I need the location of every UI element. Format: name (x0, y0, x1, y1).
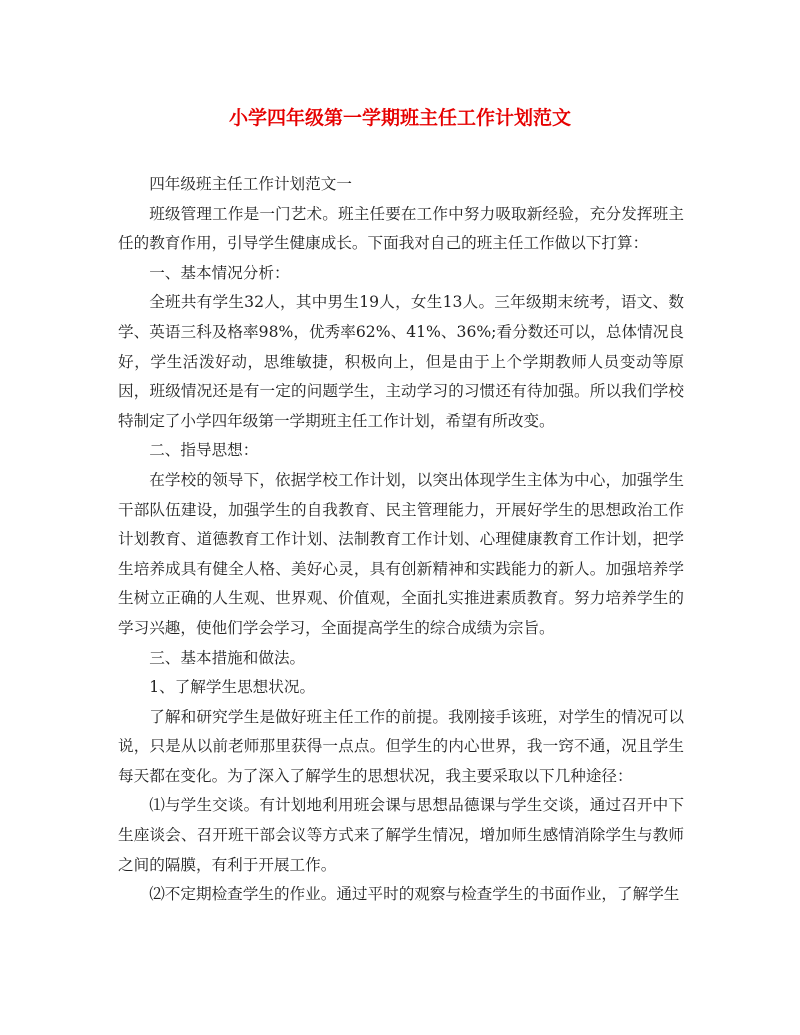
section-heading-basic-situation: 一、基本情况分析： (149, 263, 290, 282)
section-heading-guiding-thought: 二、指导思想： (149, 441, 259, 460)
section-heading-measures: 三、基本措施和做法。 (149, 648, 306, 667)
intro-paragraph: 班级管理工作是一门艺术。班主任要在工作中努力吸取新经验，充分发挥班主任的教育作用，引导学生健康成长。下面我对自己的班主任工作做以下打算： (118, 204, 684, 253)
document-title: 小学四年级第一学期班主任工作计划范文 (228, 107, 571, 129)
method-homework-paragraph: ⑵不定期检查学生的作业。通过平时的观察与检查学生的书面作业，了解学生 (149, 885, 680, 904)
subsection-heading-understand-students: 1、了解学生思想状况。 (149, 678, 316, 697)
guiding-thought-paragraph: 在学校的领导下，依据学校工作计划，以突出体现学生主体为中心，加强学生干部队伍建设，加强学生的自我教育、民主管理能力，开展好学生的思想政治工作计划教育、道德教育工作计划、法制教育工作计划、心理健康教育工作计划，把学生培养成具有健全人格、美好心灵，具有创新精神和实践能力的新人。加强培养学生树立正确的人生观、世界观、价值观，全面扎实推进素质教育。努力培养学生的学习兴趣，使他们学会学习，全面提高学生的综合成绩为宗旨。 (118, 470, 684, 637)
document-body (118, 170, 684, 910)
method-talk-paragraph: ⑴与学生交谈。有计划地利用班会课与思想品德课与学生交谈，通过召开中下生座谈会、召开班干部会议等方式来了解学生情况，增加师生感情消除学生与教师之间的隔膜，有利于开展工作。 (118, 796, 684, 874)
understand-students-paragraph: 了解和研究学生是做好班主任工作的前提。我刚接手该班，对学生的情况可以说，只是从以前老师那里获得一点点。但学生的内心世界，我一窍不通，况且学生每天都在变化。为了深入了解学生的思想状况，我主要采取以下几种途径： (118, 707, 684, 785)
basic-situation-paragraph: 全班共有学生32人，其中男生19人，女生13人。三年级期末统考，语文、数学、英语三科及格率98%，优秀率62%、41%、36%;看分数还可以，总体情况良好，学生活泼好动，思维敏捷，积极向上，但是由于上个学期教师人员变动等原因，班级情况还是有一定的问题学生，主动学习的习惯还有待加强。所以我们学校特制定了小学四年级第一学期班主任工作计划，希望有所改变。 (118, 293, 684, 430)
subtitle-paragraph: 四年级班主任工作计划范文一 (149, 175, 352, 193)
